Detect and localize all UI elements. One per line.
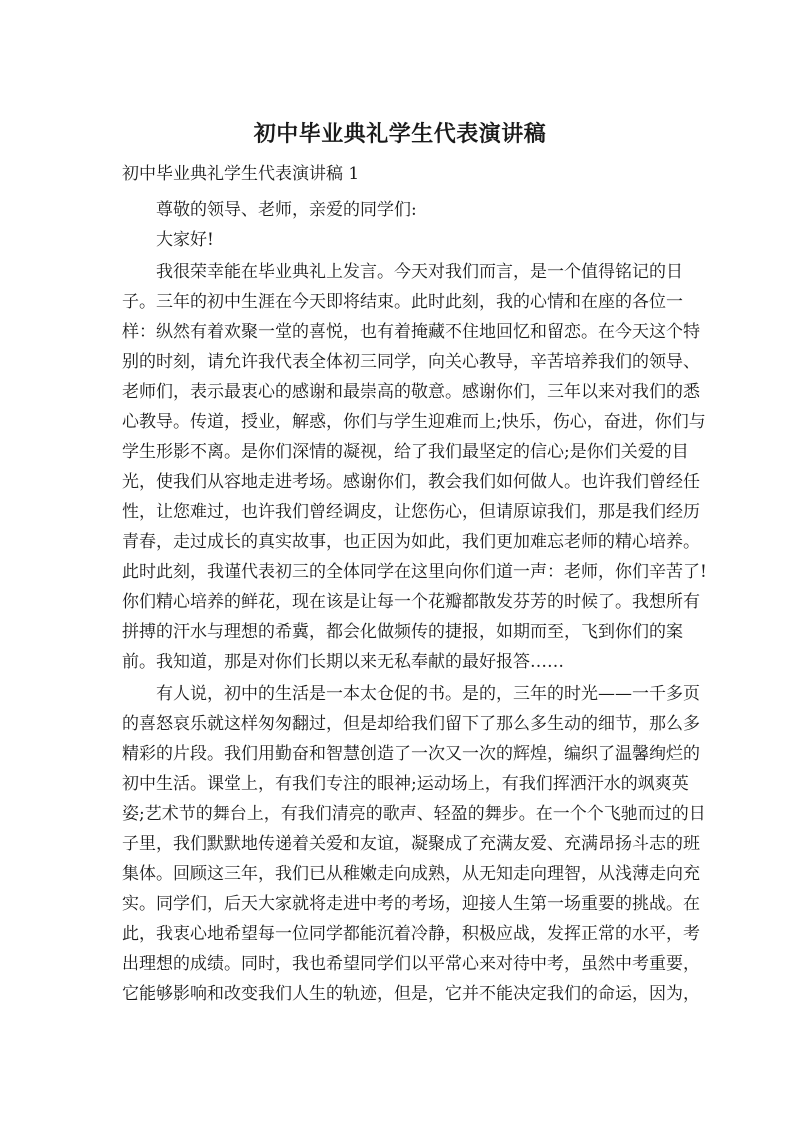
paragraph-line: 老师们，表示最衷心的感谢和最崇高的敬意。感谢你们，三年以来对我们的悉 — [122, 382, 700, 402]
paragraph-line: 姿;艺术节的舞台上，有我们清亮的歌声、轻盈的舞步。在一个个飞驰而过的日 — [122, 804, 706, 824]
paragraph-line: 光，使我们从容地走进考场。感谢你们，教会我们如何做人。也许我们曾经任 — [122, 472, 700, 492]
paragraph-line: 拼搏的汗水与理想的希冀，都会化做频传的捷报，如期而至，飞到你们的案 — [122, 622, 683, 642]
greeting-line: 尊敬的领导、老师，亲爱的同学们: — [156, 200, 417, 220]
paragraph-line: 集体。回顾这三年，我们已从稚嫩走向成熟，从无知走向理智，从浅薄走向充 — [122, 864, 700, 884]
paragraph-line: 的喜怒哀乐就这样匆匆翻过，但是却给我们留下了那么多生动的细节，那么多 — [122, 714, 700, 734]
paragraph-line: 初中生活。课堂上，有我们专注的眼神;运动场上，有我们挥洒汗水的飒爽英 — [122, 774, 689, 794]
paragraph-line: 青春，走过成长的真实故事，也正因为如此，我们更加难忘老师的精心培养。 — [122, 532, 700, 552]
paragraph-line: 性，让您难过，也许我们曾经调皮，让您伤心，但请原谅我们，那是我们经历 — [122, 502, 700, 522]
paragraph-line: 此时此刻，我谨代表初三的全体同学在这里向你们道一声：老师，你们辛苦了! — [122, 562, 707, 582]
paragraph-line: 学生形影不离。是你们深情的凝视，给了我们最坚定的信心;是你们关爱的目 — [122, 442, 689, 462]
paragraph-line: 你们精心培养的鲜花，现在该是让每一个花瓣都散发芬芳的时候了。我想所有 — [122, 592, 700, 612]
document-subtitle: 初中毕业典礼学生代表演讲稿 1 — [122, 164, 360, 184]
paragraph-line: 子。三年的初中生涯在今天即将结束。此时此刻，我的心情和在座的各位一 — [122, 292, 683, 312]
paragraph-line: 心教导。传道，授业，解惑，你们与学生迎难而上;快乐，伤心，奋进，你们与 — [122, 412, 706, 432]
paragraph-line: 我很荣幸能在毕业典礼上发言。今天对我们而言，是一个值得铭记的日 — [156, 262, 683, 282]
paragraph-line: 有人说，初中的生活是一本太仓促的书。是的，三年的时光——一千多页 — [156, 684, 700, 704]
paragraph-line: 实。同学们，后天大家就将走进中考的考场，迎接人生第一场重要的挑战。在 — [122, 894, 700, 914]
paragraph-line: 精彩的片段。我们用勤奋和智慧创造了一次又一次的辉煌，编织了温馨绚烂的 — [122, 744, 700, 764]
paragraph-line: 别的时刻，请允许我代表全体初三同学，向关心教导，辛苦培养我们的领导、 — [122, 352, 700, 372]
paragraph-line: 前。我知道，那是对你们长期以来无私奉献的最好报答…… — [122, 652, 564, 672]
paragraph-line: 此，我衷心地希望每一位同学都能沉着冷静，积极应战，发挥正常的水平，考 — [122, 924, 700, 944]
paragraph-line: 它能够影响和改变我们人生的轨迹，但是，它并不能决定我们的命运，因为， — [122, 984, 700, 1004]
paragraph-line: 子里，我们默默地传递着关爱和友谊，凝聚成了充满友爱、充满昂扬斗志的班 — [122, 834, 700, 854]
paragraph-line: 出理想的成绩。同时，我也希望同学们以平常心来对待中考，虽然中考重要， — [122, 954, 700, 974]
paragraph-line: 样：纵然有着欢聚一堂的喜悦，也有着掩藏不住地回忆和留恋。在今天这个特 — [122, 322, 700, 342]
hello-line: 大家好! — [156, 230, 214, 250]
document-title: 初中毕业典礼学生代表演讲稿 — [253, 121, 547, 147]
